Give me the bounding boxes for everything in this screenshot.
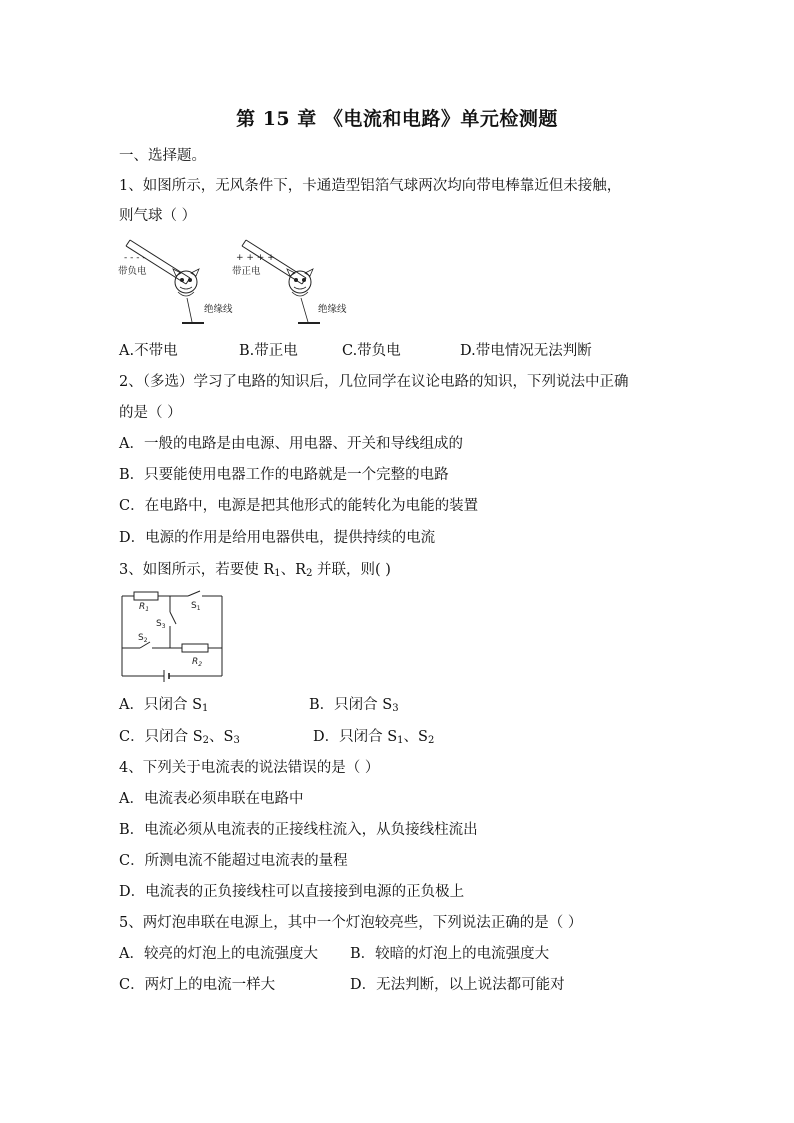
q2-option-c: C．在电路中，电源是把其他形式的能转化为电能的装置 (119, 498, 479, 514)
q5-option-a: A．较亮的灯泡上的电流强度大 (119, 946, 318, 962)
svg-text:S1: $S_1$ (191, 601, 201, 612)
q5-stem: 5、两灯泡串联在电源上，其中一个灯泡较亮些，下列说法正确的是（ ） (119, 915, 583, 931)
thread-right (301, 298, 308, 322)
resistor-r1 (134, 592, 158, 600)
q5-option-b: B．较暗的灯泡上的电流强度大 (350, 946, 550, 962)
rod-right-label: 带正电 (232, 266, 261, 277)
q2-option-a: A．一般的电路是由电源、用电器、开关和导线组成的 (119, 436, 463, 452)
q5-option-c: C．两灯上的电流一样大 (119, 977, 276, 993)
q4-stem: 4、下列关于电流表的说法错误的是（ ） (119, 760, 380, 776)
q4-option-d: D．电流表的正负接线柱可以直接接到电源的正负极上 (119, 884, 465, 900)
thread-left (187, 298, 192, 322)
resistor-r2 (182, 644, 208, 652)
page-title: 第 15 章 《电流和电路》单元检测题 (236, 108, 558, 130)
q3-option-c: C．只闭合 $S_2$、$S_3$ (119, 729, 240, 746)
q1-stem-line2: 则气球（ ） (119, 208, 197, 224)
thread-right-label: 绝缘线 (318, 304, 347, 315)
q3-option-a: A．只闭合 $S_1$ (119, 697, 209, 714)
q4-option-c: C．所测电流不能超过电流表的量程 (119, 853, 348, 869)
section-heading: 一、选择题。 (119, 148, 206, 164)
rod-left-charges: - - - - (124, 253, 146, 263)
q3-option-d: D．只闭合 $S_1$、$S_2$ (313, 729, 435, 746)
q1-stem-line1: 1、如图所示，无风条件下，卡通造型铝箔气球两次均向带电棒靠近但未接触， (119, 178, 622, 194)
q4-option-a: A．电流表必须串联在电路中 (119, 791, 304, 807)
q5-option-d: D．无法判断，以上说法都可能对 (350, 977, 565, 993)
svg-text:R1: $R_1$ (139, 602, 150, 613)
balloon-left (173, 269, 199, 296)
q3-option-b: B．只闭合 $S_3$ (309, 697, 399, 714)
svg-text:R2: $R_2$ (192, 657, 203, 668)
q2-stem-line2: 的是（ ） (119, 405, 182, 421)
switch-s1 (188, 591, 200, 596)
q1-option-c: C.带负电 (342, 343, 401, 359)
q3-stem: 3、如图所示，若要使 $R_1$、$R_2$ 并联，则( ) (119, 562, 391, 579)
q1-option-a: A.不带电 (119, 343, 178, 359)
q1-option-b: B.带正电 (239, 343, 298, 359)
q4-option-b: B．电流必须从电流表的正接线柱流入，从负接线柱流出 (119, 822, 478, 838)
svg-text:S2: $S_2$ (138, 633, 148, 644)
q1-option-d: D.带电情况无法判断 (460, 343, 592, 359)
q2-option-d: D．电源的作用是给用电器供电，提供持续的电流 (119, 530, 436, 546)
circuit-diagram (116, 588, 228, 684)
q2-option-b: B．只要能使用电器工作的电路就是一个完整的电路 (119, 467, 449, 483)
q2-stem-line1: 2、（多选）学习了电路的知识后，几位同学在议论电路的知识，下列说法中正确 (119, 374, 629, 390)
thread-left-label: 绝缘线 (204, 304, 233, 315)
svg-text:S3: $S_3$ (156, 619, 166, 630)
balloon-figure (118, 236, 368, 332)
switch-s3 (170, 612, 176, 624)
rod-right-charges: + + + + (236, 253, 275, 263)
rod-left-label: 带负电 (118, 266, 147, 277)
